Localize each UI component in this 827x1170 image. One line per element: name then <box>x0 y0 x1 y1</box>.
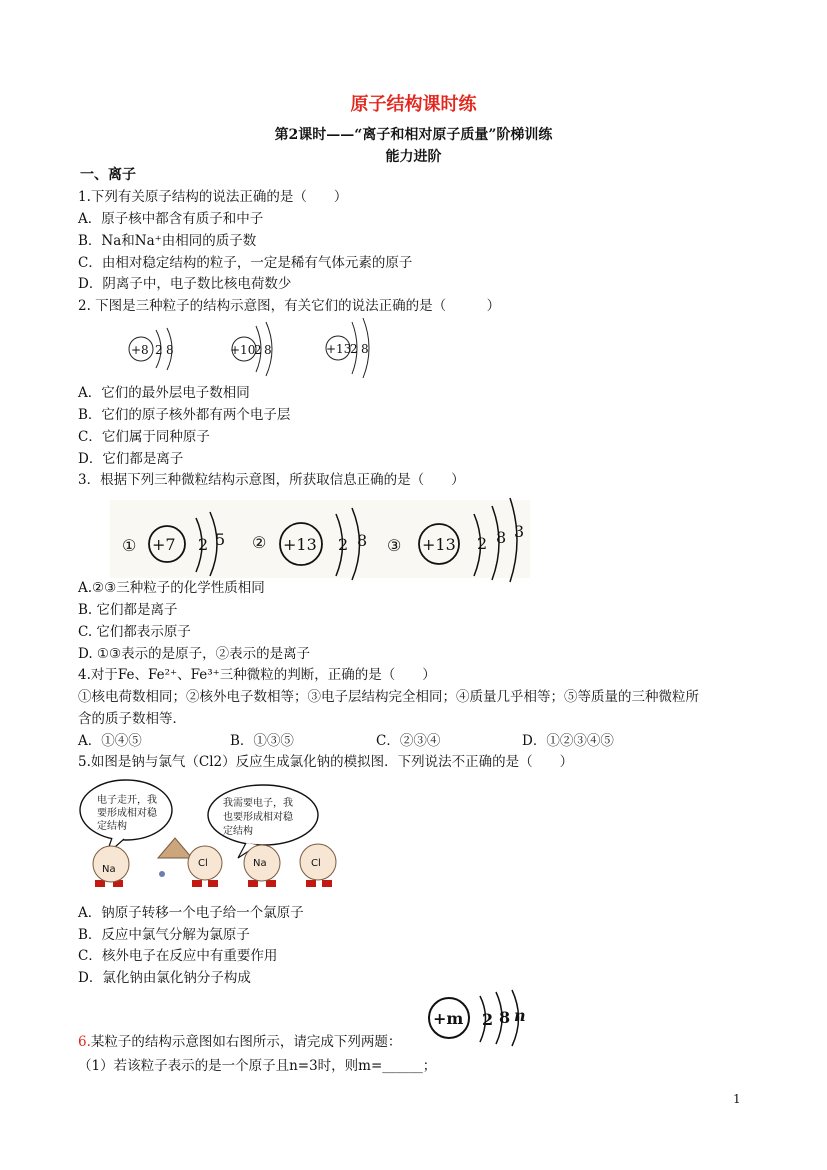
q3-label-2: ② <box>252 533 267 552</box>
q3-shell-2b: 8 <box>357 531 368 550</box>
q6-shell-c: n <box>514 1006 526 1025</box>
q1-option-b: B．Na和Na⁺由相同的质子数 <box>78 233 257 249</box>
q4-option-d: D．①②③④⑤ <box>522 733 614 749</box>
q2-shell-1a: 2 <box>155 343 163 357</box>
q2-stem: 2. 下图是三种粒子的结构示意图，有关它们的说法正确的是（ ） <box>78 298 501 314</box>
q3-label-3: ③ <box>387 536 402 555</box>
q3-nucleus-2: +13 <box>283 535 317 554</box>
q5-option-b: B．反应中氯气分解为氯原子 <box>78 927 250 943</box>
q3-option-c: C. 它们都表示原子 <box>78 624 191 640</box>
bubble-right-line-2: 也要形成相对稳 <box>223 812 293 823</box>
page-title: 原子结构课时练 <box>350 94 477 115</box>
q3-nucleus-3: +13 <box>422 535 456 554</box>
section-heading: 一、离子 <box>80 167 136 183</box>
q1-stem: 1.下列有关原子结构的说法正确的是（ ） <box>78 189 348 205</box>
page-number: 1 <box>733 1092 741 1106</box>
q2-shell-1b: 8 <box>166 343 174 357</box>
bubble-right-line-1: 我需要电子，我 <box>223 798 293 809</box>
q4-option-b: B．①③⑤ <box>230 733 294 749</box>
q5-option-d: D．氯化钠由氯化钠分子构成 <box>78 970 251 986</box>
q4-stem: 4.对于Fe、Fe²⁺、Fe³⁺三种微粒的判断，正确的是（ ） <box>78 667 436 683</box>
q2-option-c: C．它们属于同种原子 <box>78 429 210 445</box>
q3-option-b: B. 它们都是离子 <box>78 602 178 618</box>
bubble-left-line-3: 定结构 <box>97 821 127 832</box>
q6-nucleus: +m <box>433 1009 464 1028</box>
figure-label-cl-2: Cl <box>311 858 321 869</box>
q2-shell-2a: 2 <box>254 343 262 357</box>
q2-shell-3b: 8 <box>361 342 369 356</box>
q5-option-c: C．核外电子在反应中有重要作用 <box>78 948 278 964</box>
q3-shell-1a: 2 <box>198 535 209 554</box>
page-subtitle: 第2课时——“离子和相对原子质量”阶梯训练 <box>274 127 553 143</box>
q2-option-d: D．它们都是离子 <box>78 451 184 467</box>
q6-stem-text: 某粒子的结构示意图如右图所示，请完成下列两题： <box>90 1034 402 1050</box>
q4-option-a: A．①④⑤ <box>78 733 142 749</box>
q3-shell-3b: 8 <box>496 528 507 547</box>
q3-shell-2a: 2 <box>338 535 349 554</box>
q4-option-c: C．②③④ <box>376 733 441 749</box>
q3-shell-3c: 3 <box>514 522 525 541</box>
figure-label-cl-1: Cl <box>198 858 208 869</box>
q6-number: 6. <box>78 1034 91 1050</box>
q3-stem: 3．根据下列三种微粒结构示意图，所获取信息正确的是（ ） <box>78 472 465 488</box>
q6-shell-a: 2 <box>482 1010 494 1029</box>
q2-option-b: B．它们的原子核外都有两个电子层 <box>78 407 291 423</box>
q3-option-a: A.②③三种粒子的化学性质相同 <box>78 580 265 596</box>
q2-nucleus-3: +13 <box>326 342 352 356</box>
q2-option-a: A．它们的最外层电子数相同 <box>78 385 250 401</box>
bubble-left-line-1: 电子走开，我 <box>97 795 157 806</box>
figure-label-na-1: Na <box>102 864 116 875</box>
q2-shell-2b: 8 <box>264 343 272 357</box>
q2-nucleus-1: +8 <box>131 343 149 357</box>
q3-shell-1b: 5 <box>215 530 226 549</box>
q4-statements-cont: 含的质子数相等． <box>78 711 186 727</box>
q3-label-1: ① <box>122 536 137 555</box>
q3-nucleus-1: +7 <box>152 535 176 554</box>
q6-part-1: （1）若该粒子表示的是一个原子且n=3时，则m=______； <box>78 1058 437 1074</box>
q2-shell-3a: 2 <box>350 342 358 356</box>
q1-option-a: A．原子核中都含有质子和中子 <box>78 211 264 227</box>
q5-stem: 5.如图是钠与氯气（Cl2）反应生成氯化钠的模拟图．下列说法不正确的是（ ） <box>78 754 574 770</box>
q1-option-d: D．阴离子中，电子数比核电荷数少 <box>78 276 292 292</box>
bubble-right-line-3: 定结构 <box>223 826 253 837</box>
q3-option-d: D. ①③表示的是原子，②表示的是离子 <box>78 646 311 662</box>
bubble-left-line-2: 要形成相对稳 <box>97 808 157 819</box>
q2-nucleus-2: +10 <box>230 343 256 357</box>
q3-shell-3a: 2 <box>477 534 488 553</box>
q4-statements: ①核电荷数相同；②核外电子数相等；③电子层结构完全相同；④质量几乎相等；⑤等质量的三种微粒所 <box>78 689 699 705</box>
q1-option-c: C．由相对稳定结构的粒子，一定是稀有气体元素的原子 <box>78 255 413 271</box>
q5-option-a: A．钠原子转移一个电子给一个氯原子 <box>78 905 304 921</box>
figure-label-na-2: Na <box>253 858 267 869</box>
section-subtitle: 能力进阶 <box>385 149 442 165</box>
q6-shell-b: 8 <box>499 1008 511 1027</box>
